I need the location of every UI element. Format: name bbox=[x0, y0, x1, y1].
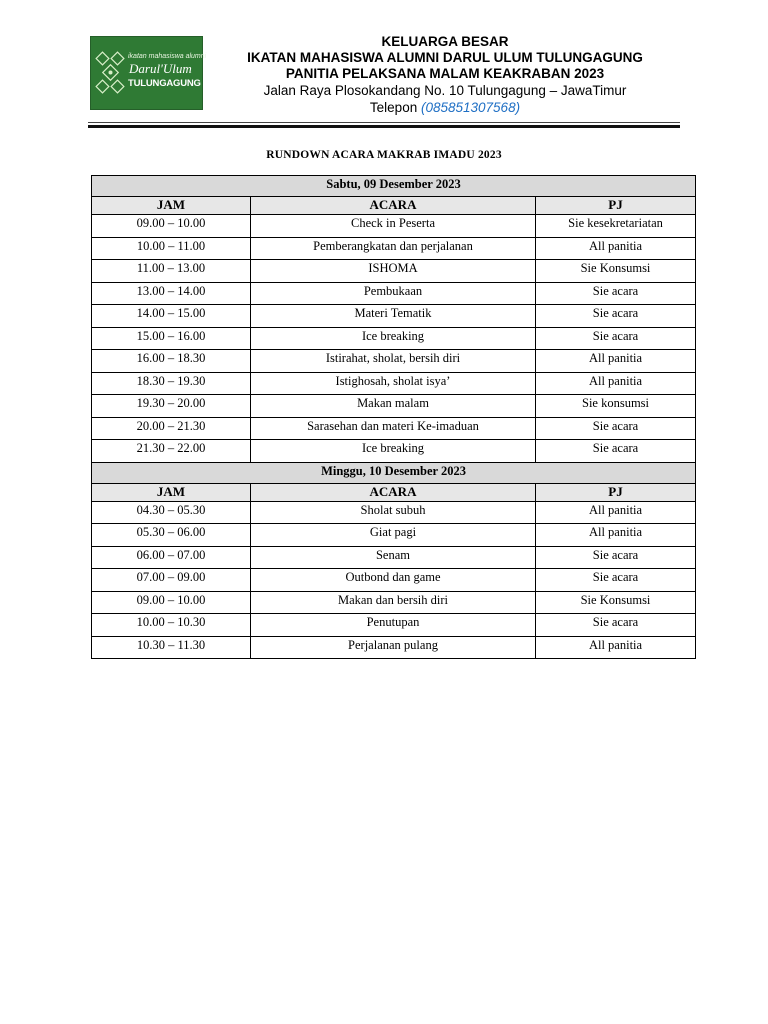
table-row bbox=[92, 591, 696, 614]
time-cell: 14.00 – 15.00 bbox=[92, 305, 251, 328]
day-header-row bbox=[92, 176, 696, 197]
time-cell: 21.30 – 22.00 bbox=[92, 440, 251, 463]
table-row bbox=[92, 350, 696, 373]
time-cell: 10.00 – 11.00 bbox=[92, 237, 251, 260]
time-cell: 13.00 – 14.00 bbox=[92, 282, 251, 305]
table-row bbox=[92, 372, 696, 395]
letterhead bbox=[210, 34, 680, 116]
person-in-charge-cell: Sie acara bbox=[536, 569, 696, 592]
time-cell: 09.00 – 10.00 bbox=[92, 591, 251, 614]
person-in-charge-cell: Sie acara bbox=[536, 327, 696, 350]
time-cell: 05.30 – 06.00 bbox=[92, 524, 251, 547]
person-in-charge-cell: Sie acara bbox=[536, 546, 696, 569]
activity-cell: Sarasehan dan materi Ke-imaduan bbox=[251, 417, 536, 440]
table-row bbox=[92, 395, 696, 418]
letterhead-line-3: PANITIA PELAKSANA MALAM KEAKRABAN 2023 bbox=[285, 66, 605, 81]
logo-name-text: TULUNGAGUNG bbox=[128, 78, 201, 89]
column-header-row bbox=[92, 197, 696, 215]
activity-cell: ISHOMA bbox=[251, 260, 536, 283]
person-in-charge-cell: All panitia bbox=[536, 524, 696, 547]
table-row bbox=[92, 260, 696, 283]
rundown-table bbox=[91, 175, 696, 659]
table-row bbox=[92, 440, 696, 463]
activity-cell: Senam bbox=[251, 546, 536, 569]
logo-small-text: ikatan mahasiswa alumni bbox=[128, 53, 207, 60]
time-cell: 09.00 – 10.00 bbox=[92, 215, 251, 238]
time-cell: 18.30 – 19.30 bbox=[92, 372, 251, 395]
person-in-charge-cell: All panitia bbox=[536, 636, 696, 659]
table-row bbox=[92, 569, 696, 592]
letterhead-divider-thin bbox=[88, 122, 680, 123]
column-header-pj: PJ bbox=[536, 483, 696, 501]
letterhead-phone bbox=[210, 99, 680, 116]
letterhead-address: Jalan Raya Plosokandang No. 10 Tulungagung – JawaTimur bbox=[263, 83, 627, 98]
table-row bbox=[92, 282, 696, 305]
person-in-charge-cell: All panitia bbox=[536, 350, 696, 373]
table-row bbox=[92, 524, 696, 547]
day-header-row bbox=[92, 462, 696, 483]
activity-cell: Pembukaan bbox=[251, 282, 536, 305]
column-header-pj: PJ bbox=[536, 197, 696, 215]
person-in-charge-cell: Sie acara bbox=[536, 614, 696, 637]
activity-cell: Sholat subuh bbox=[251, 501, 536, 524]
table-row bbox=[92, 417, 696, 440]
time-cell: 07.00 – 09.00 bbox=[92, 569, 251, 592]
phone-label: Telepon bbox=[369, 100, 418, 115]
activity-cell: Penutupan bbox=[251, 614, 536, 637]
table-row bbox=[92, 327, 696, 350]
time-cell: 10.30 – 11.30 bbox=[92, 636, 251, 659]
person-in-charge-cell: Sie Konsumsi bbox=[536, 591, 696, 614]
column-header-jam: JAM bbox=[92, 483, 251, 501]
table-row bbox=[92, 636, 696, 659]
time-cell: 10.00 – 10.30 bbox=[92, 614, 251, 637]
ornament-icon bbox=[95, 51, 127, 95]
table-row bbox=[92, 501, 696, 524]
person-in-charge-cell: Sie acara bbox=[536, 282, 696, 305]
time-cell: 20.00 – 21.30 bbox=[92, 417, 251, 440]
day-date: Sabtu, 09 Desember 2023 bbox=[92, 176, 696, 197]
activity-cell: Ice breaking bbox=[251, 440, 536, 463]
person-in-charge-cell: Sie acara bbox=[536, 440, 696, 463]
activity-cell: Outbond dan game bbox=[251, 569, 536, 592]
person-in-charge-cell: Sie konsumsi bbox=[536, 395, 696, 418]
person-in-charge-cell: Sie acara bbox=[536, 305, 696, 328]
person-in-charge-cell: All panitia bbox=[536, 237, 696, 260]
column-header-acara: ACARA bbox=[251, 483, 536, 501]
person-in-charge-cell: Sie Konsumsi bbox=[536, 260, 696, 283]
column-header-acara: ACARA bbox=[251, 197, 536, 215]
table-row bbox=[92, 546, 696, 569]
rundown-table-body bbox=[92, 176, 696, 659]
time-cell: 15.00 – 16.00 bbox=[92, 327, 251, 350]
time-cell: 16.00 – 18.30 bbox=[92, 350, 251, 373]
activity-cell: Istighosah, sholat isya’ bbox=[251, 372, 536, 395]
person-in-charge-cell: Sie acara bbox=[536, 417, 696, 440]
column-header-jam: JAM bbox=[92, 197, 251, 215]
letterhead-divider-thick bbox=[88, 125, 680, 128]
table-row bbox=[92, 614, 696, 637]
document-title: RUNDOWN ACARA MAKRAB IMADU 2023 bbox=[266, 149, 502, 161]
letterhead-line-2: IKATAN MAHASISWA ALUMNI DARUL ULUM TULUNGAGUNG bbox=[247, 50, 643, 65]
activity-cell: Perjalanan pulang bbox=[251, 636, 536, 659]
time-cell: 19.30 – 20.00 bbox=[92, 395, 251, 418]
phone-number: (085851307568) bbox=[420, 100, 521, 115]
activity-cell: Check in Peserta bbox=[251, 215, 536, 238]
table-row bbox=[92, 237, 696, 260]
activity-cell: Makan malam bbox=[251, 395, 536, 418]
person-in-charge-cell: Sie kesekretariatan bbox=[536, 215, 696, 238]
time-cell: 04.30 – 05.30 bbox=[92, 501, 251, 524]
time-cell: 06.00 – 07.00 bbox=[92, 546, 251, 569]
activity-cell: Pemberangkatan dan perjalanan bbox=[251, 237, 536, 260]
letterhead-line-1: KELUARGA BESAR bbox=[381, 34, 509, 49]
column-header-row bbox=[92, 483, 696, 501]
activity-cell: Giat pagi bbox=[251, 524, 536, 547]
activity-cell: Materi Tematik bbox=[251, 305, 536, 328]
table-row bbox=[92, 215, 696, 238]
person-in-charge-cell: All panitia bbox=[536, 372, 696, 395]
person-in-charge-cell: All panitia bbox=[536, 501, 696, 524]
day-date: Minggu, 10 Desember 2023 bbox=[92, 462, 696, 483]
activity-cell: Istirahat, sholat, bersih diri bbox=[251, 350, 536, 373]
activity-cell: Ice breaking bbox=[251, 327, 536, 350]
time-cell: 11.00 – 13.00 bbox=[92, 260, 251, 283]
logo-script-text: Darul'Ulum bbox=[129, 61, 192, 76]
organization-logo bbox=[90, 36, 207, 110]
table-row bbox=[92, 305, 696, 328]
activity-cell: Makan dan bersih diri bbox=[251, 591, 536, 614]
